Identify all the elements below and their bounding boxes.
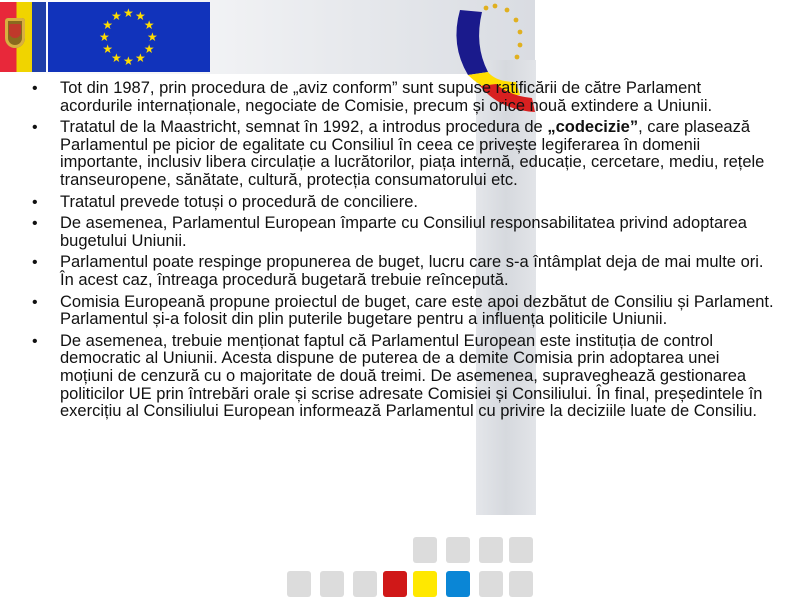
square-grey — [287, 571, 311, 597]
eu-star-icon: ★ — [111, 9, 122, 24]
bullet-item — [30, 194, 775, 212]
eu-star-icon: ★ — [143, 42, 155, 56]
bullet-text: Comisia Europeană propune proiectul de buget, care este apoi dezbătut de Consiliu și Parlament. Parlamentul și-a folosit din plin puterile bugetare pentru a influența politicile Uniunii. — [60, 292, 774, 329]
eu-star-icon: ★ — [147, 30, 158, 44]
square-grey — [353, 571, 377, 597]
bullet-text: Tratatul de la Maastricht, semnat în 1992, a introdus procedura de — [60, 118, 548, 137]
eu-flag-icon — [48, 2, 210, 72]
bullet-item — [30, 80, 775, 115]
eu-star-icon: ★ — [102, 18, 113, 32]
eu-star-icon: ★ — [111, 50, 122, 65]
bullet-text: Parlamentul poate respinge propunerea de buget, lucru care s-a întâmplat deja de mai multe ori. În acest caz, întreaga procedură bugetară trebuie reîncepută. — [60, 253, 764, 289]
eu-star-icon: ★ — [135, 9, 146, 24]
coat-of-arms-shield — [9, 24, 21, 38]
bullet-item — [30, 294, 775, 329]
bullet-text: Tot din 1987, prin procedura de „aviz conform” sunt supuse ratificării de către Parlament acordurile internaționale, negociate de Comisie, precum și orice nouă extindere a Uniunii. — [60, 79, 713, 115]
square-blue — [446, 571, 470, 597]
eu-star-icon: ★ — [102, 42, 113, 56]
bullet-item — [30, 333, 775, 421]
bullet-text: De asemenea, Parlamentul European împarte cu Consiliul responsabilitatea privind adoptarea bugetului Uniunii. — [60, 214, 747, 250]
eu-star-icon: ★ — [135, 50, 146, 65]
bullet-list — [30, 80, 775, 425]
bullet-text: Tratatul prevede totuși o procedură de conciliere. — [60, 192, 419, 211]
eu-star-icon: ★ — [143, 18, 155, 32]
square-grey — [413, 537, 437, 563]
bullet-text: De asemenea, trebuie menționat faptul că Parlamentul European este instituția de control democratic al Uniunii. Acesta dispune de puterea de a demite Comisia prin adoptarea unei moțiuni de cenzură cu o majoritate de două treimi. De asemenea, supraveghează gestionarea politicilor UE prin întrebări orale și scrise adresate Comisiei și Consiliului. În final, președintele în exercițiu al Consiliului European informează Parlamentul cu privire la deciziile luate de Consiliu. — [60, 331, 763, 421]
square-grey — [509, 571, 533, 597]
square-grey — [479, 571, 503, 597]
bullet-item — [30, 254, 775, 289]
square-grey — [479, 537, 503, 563]
square-red — [383, 571, 407, 597]
eu-star-icon: ★ — [99, 30, 110, 44]
eu-star-icon: ★ — [123, 54, 134, 68]
square-grey — [320, 571, 344, 597]
bullet-item — [30, 215, 775, 250]
bullet-bold-term: „codecizie” — [547, 118, 639, 137]
square-grey — [446, 537, 470, 563]
bullet-item — [30, 119, 775, 189]
square-yellow — [413, 571, 437, 597]
bullet-text: , care plasează Parlamentul pe picior de egalitate cu Consiliul în ceea ce privește legiferarea în domenii importante, inclusiv libera circulație a lucrătorilor, piața internă, educație, cercetare, mediu, rețele transeuropene, sănătate, cultură, protecția consumatorului etc. — [60, 118, 765, 189]
square-grey — [509, 537, 533, 563]
eu-star-icon: ★ — [123, 6, 134, 20]
